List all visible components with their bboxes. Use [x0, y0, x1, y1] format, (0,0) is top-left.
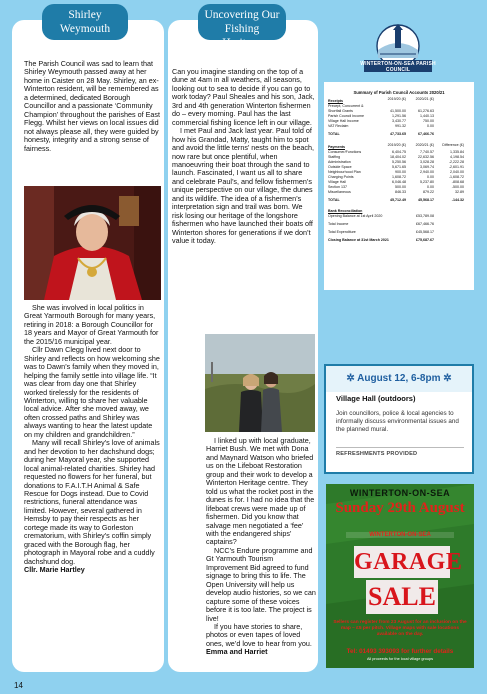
obituary-intro	[24, 60, 161, 153]
event-notice	[324, 364, 474, 474]
poster-subtitle: WINTERTON-ON-SEA	[346, 532, 454, 538]
event-date-banner	[326, 366, 472, 392]
heritage-para-1: Can you imagine standing on the top of a dune at 4am in all weathers, all seasons, looking out to sea to decide if you can go to work today? Paul Sheales and his son, Jack, 3rd and 4th generation Winterton fishermen do – every morning. Paul has the last commercial fishing licence left in our village.	[172, 67, 315, 127]
obituary-para-1: The Parish Council was sad to learn that Shirley Weymouth passed away at her home in Caister on 28 May. Shirley, an ex-Winterton resident, will be remembered as a determined, dedicated Borough Councillor and a passionate ‘Community Champion’ throughout the parishes of East Flegg. Whilst her views on local issues did not always please all, they were guided by honesty, integrity and a strong sense of fairness.	[24, 59, 160, 153]
heritage-para-5: If you have stories to share, photos or even tapes of loved ones, we’d love to hear from you.	[206, 621, 312, 648]
table-row: VAT Reclaim 991.32 0.00	[328, 124, 434, 128]
poster-sale-word: SALE	[366, 580, 438, 614]
table-row: Administration 5,250.56 3,028.28 -2,222.28	[328, 160, 464, 164]
receipts-header-row: Receipts 2019/20 (£) 2020/21 (£)	[328, 97, 434, 103]
mayor-portrait-photo	[24, 186, 161, 300]
poster-info: Sellers can register from 23 August for an inclusion on the map – £5 per pitch. Village maps with sale locations available on the day.	[333, 620, 467, 637]
payments-total-row: TOTAL 45,712.49 45,568.17 -144.32	[328, 198, 464, 202]
table-row: Parish Council Income 1,291.56 1,440.13	[328, 114, 434, 118]
parish-council-logo	[360, 24, 436, 82]
obituary-signoff: Cllr. Marie Hartley	[24, 565, 85, 575]
table-row: Neighbourhood Plan 900.00 2,940.00 2,040.00	[328, 170, 464, 174]
obituary-para-4: Many will recall Shirley’s love of animals and her devotion to her dachshund dogs; during her Mayoral year, she supported local animal-related charities. Shirley had requested no flowers for her funeral, but donations to F.A.I.T.H Animal & Safe Rescue for Dogs instead. Due to Covid restrictions, funeral attendance was limited. However, several gathered in Hemsby to pay their respects as her cortege made its way to Gorleston crematorium, with Shirley’s coffin simply graced with the Borough flag, her photograph in Mayoral robe and a cuddly dachshund dog.	[24, 438, 160, 566]
accounts-title: Summary of Parish Council Accounts 2020/21	[353, 90, 445, 95]
star-icon: ✲	[440, 373, 452, 384]
receipts-total-row: TOTAL 47,733.65 67,466.76	[328, 132, 434, 136]
table-row: Outside Space 5,671.65 3,069.74 -2,601.91	[328, 165, 464, 169]
dune-walkers-photo	[205, 334, 315, 432]
poster-date: Sunday 29th August	[335, 500, 465, 516]
table-row: Shortfall Grants 41,500.00 61,276.63	[328, 109, 434, 113]
poster-footnote: All proceeds for the local village groups	[366, 657, 434, 661]
event-refreshments: REFRESHMENTS PROVIDED	[336, 451, 418, 457]
table-row: Total Income £67,466.76	[328, 222, 434, 226]
heritage-para-2: I met Paul and Jack last year. Paul told of how his Grandad, Matty, taught him to spot and avoid the little terns’ nests on the beach, now rare but once plentiful, when manoeuvring their boat through the sand to launch. Fascinated, I want us all to share and celebrate Paul’s, and fellow fishermen’s unique perspective on our village, the dunes and its wildlife. The idea of a fishermen’s interpretation sign and trail was born. We risk losing our heritage of the longshore fishermen who have launched their boats off Winterton shores for generations if we don’t value it today.	[172, 126, 314, 246]
table-row: Miscellaneous 846.33 879.22 32.89	[328, 190, 464, 194]
poster-village-name: WINTERTON-ON-SEA	[349, 488, 451, 498]
obituary-heading: Shirley Weymouth	[42, 4, 128, 40]
star-icon: ✲	[346, 373, 358, 384]
heritage-signoff: Emma and Harriet	[206, 647, 268, 657]
table-row: Village Hall 6,046.48 5,237.80 -808.68	[328, 180, 464, 184]
closing-balance-row: Closing Balance at 31st March 2021 £75,687.67	[328, 238, 434, 242]
table-row: Total Expenditure £45,568.17	[328, 230, 434, 234]
logo-lettering: WINTERTON-ON-SEA PARISH COUNCIL	[360, 61, 436, 73]
payments-header-row: Payments 2019/20 (£) 2020/21 (£) Difference (£)	[328, 143, 464, 149]
garage-sale-poster	[326, 484, 474, 668]
table-row: Consumer/Functions 6,404.75 7,740.57 1,335.84	[328, 150, 464, 154]
obituary-para-3: Cllr Dawn Clegg lived next door to Shirley and reflects on how welcoming she was to Dawn’s family when they moved in, helping the family settle into village life. “It was clear from day one that Shirley worked tirelessly for the residents of Winterton, willing to share her valuable local advice. After she moved away, we often crossed paths and Shirley was always wanting to hear the latest update on my children and grandchildren.”	[24, 345, 160, 439]
event-venue: Village Hall (outdoors)	[336, 394, 416, 403]
obituary-body	[24, 304, 161, 575]
heritage-heading: Uncovering Our Fishing Heritage	[198, 4, 286, 40]
event-description: Join councillors, police & local agencies to informally discuss environmental issues and the planned mural.	[336, 410, 459, 434]
accounts-summary	[324, 82, 474, 290]
table-row: Opening Balance at 1st April 2020 £53,789.08	[328, 214, 434, 218]
poster-telephone: Tel: 01493 393093 for further details	[346, 648, 454, 655]
event-date: August 12, 6-8pm	[357, 373, 441, 384]
heritage-intro	[172, 68, 315, 246]
table-row: Staffing 18,404.02 22,632.56 4,198.54	[328, 155, 464, 159]
heritage-para-4: NCC’s Endure programme and Gt Yarmouth Tourism Improvement Bid agreed to fund signage to bring this to life. The Open University will help us develop audio histories, so we can capture some of these voices before it is too late. The project is live!	[206, 545, 316, 623]
poster-garage-word: GARAGE	[354, 546, 450, 578]
table-row: Village Hall Income 3,430.77 750.00	[328, 119, 434, 123]
obituary-para-2: She was involved in local politics in Great Yarmouth Borough for many years, retiring in 2018: a Borough Councillor for 18 years and Mayor of Great Yarmouth for the 2015/16 municipal year.	[24, 303, 159, 346]
bank-reconciliation-heading: Bank Reconciliation	[328, 209, 363, 213]
table-row: Precept, Concurrent &	[328, 104, 364, 108]
heritage-body	[206, 437, 316, 657]
heritage-para-3: I linked up with local graduate, Harriet Bush. We met with Dona and Maynard Watson who briefed us on the Lifeboat Restoration group and their work to develop a Winterton Heritage centre. They told us what the rocket post in the dunes is for. I had no idea that the lifeboat crews were made up of fishermen. Did you know that salvage men negotiated a ‘fee’ with the endangered ships’ captains?	[206, 436, 315, 547]
divider	[336, 447, 464, 448]
table-row: Charging Points 1,608.72 0.00 -1,608.72	[328, 175, 464, 179]
page-number: 14	[14, 681, 23, 690]
table-row: Section 137 500.00 0.00 -500.00	[328, 185, 464, 189]
